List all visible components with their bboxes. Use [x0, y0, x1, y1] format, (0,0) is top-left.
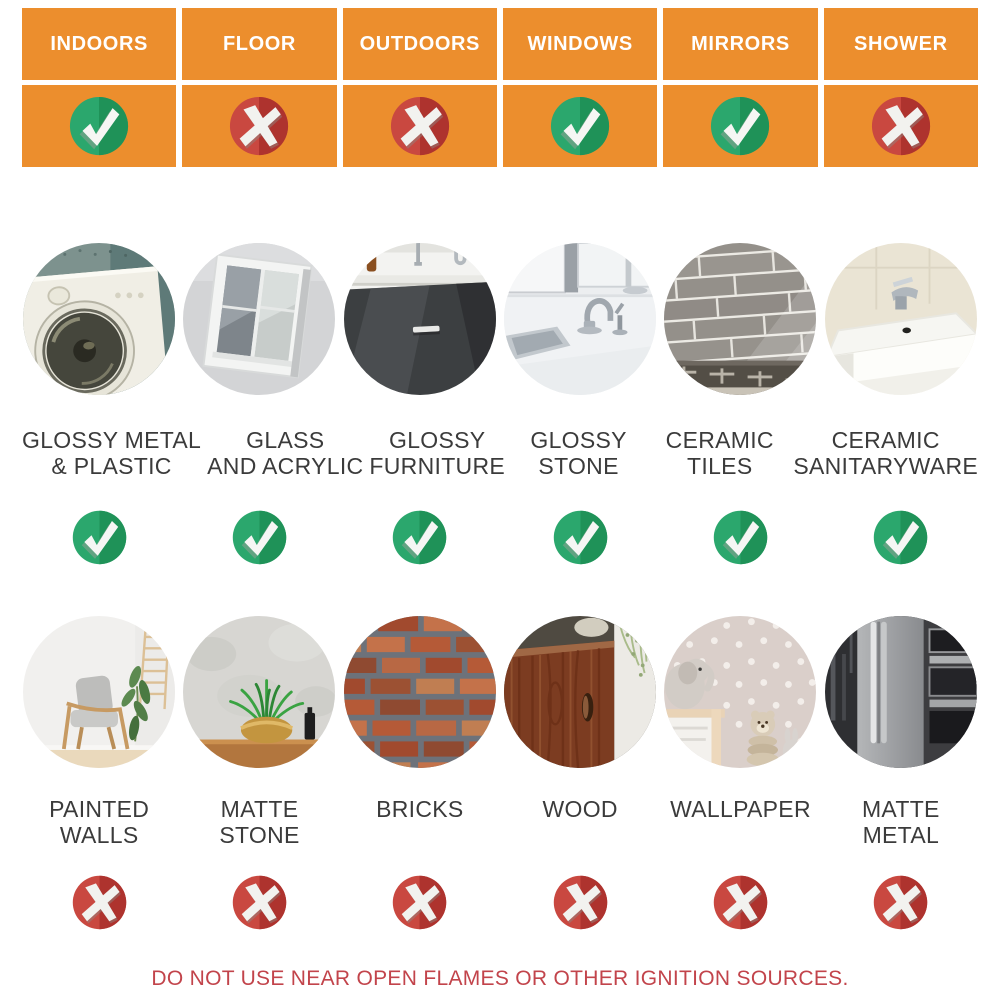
surface-label-line1: MATTE [861, 796, 940, 822]
surface-label-line2: METAL [862, 822, 940, 848]
cross-icon [231, 874, 288, 931]
status-cell [343, 509, 497, 566]
cross-icon [389, 95, 451, 157]
status-cell [22, 874, 176, 931]
photo-painted-walls [23, 616, 175, 768]
check-icon [68, 95, 130, 157]
status-cell [663, 874, 817, 931]
surface-label-line1: BRICKS [376, 796, 464, 822]
check-icon [712, 509, 769, 566]
header-cell-outdoors: OUTDOORS [343, 8, 497, 80]
usage-table [22, 8, 978, 167]
status-cell [824, 874, 978, 931]
surface-label-line1: PAINTED [49, 796, 150, 822]
not-allowed-surfaces-labels [22, 796, 978, 848]
check-icon [231, 509, 288, 566]
surface-label [182, 796, 336, 848]
status-cell [503, 874, 657, 931]
surface-label-line2: STONE [538, 453, 619, 479]
header-cell-shower: SHOWER [824, 8, 978, 80]
warning-text: DO NOT USE NEAR OPEN FLAMES OR OTHER IGNITION SOURCES. [151, 967, 849, 990]
header-status-cell [824, 85, 978, 167]
check-icon [71, 509, 128, 566]
header-cell-floor: FLOOR [182, 8, 336, 80]
check-icon [549, 95, 611, 157]
surface-label [503, 796, 657, 848]
photo-matte-metal [825, 616, 977, 768]
photo-washing-machine [23, 243, 175, 395]
surface-label-line1: MATTE [220, 796, 299, 822]
surface-label-line1: WOOD [542, 796, 618, 822]
photo-bricks [344, 616, 496, 768]
header-status-cell [22, 85, 176, 167]
cross-icon [872, 874, 929, 931]
surface-label-line1: GLASS [246, 427, 325, 453]
header-cell-windows: WINDOWS [503, 8, 657, 80]
infographic [0, 8, 1000, 991]
surface-label-line1: GLOSSY [389, 427, 486, 453]
photo-glossy-stone-countertop [504, 243, 656, 395]
header-cell-mirrors: MIRRORS [663, 8, 817, 80]
surface-label-line2: TILES [687, 453, 753, 479]
status-cell [343, 874, 497, 931]
photo-glossy-furniture [344, 243, 496, 395]
surface-label [343, 796, 497, 848]
allowed-surfaces-status [22, 509, 978, 566]
photo-wood [504, 616, 656, 768]
surface-label-line1: CERAMIC [831, 427, 940, 453]
header-status-cell [663, 85, 817, 167]
surface-label-line2: FURNITURE [369, 453, 506, 479]
surface-label [793, 427, 978, 479]
photo-wallpaper [664, 616, 816, 768]
cross-icon [228, 95, 290, 157]
allowed-surfaces-labels [22, 427, 978, 479]
not-allowed-surfaces-photos [22, 616, 978, 768]
photo-ceramic-tiles [664, 243, 816, 395]
header-status-cell [503, 85, 657, 167]
header-status-cell [343, 85, 497, 167]
surface-label [511, 427, 646, 479]
surface-label-line2: & PLASTIC [51, 453, 172, 479]
not-allowed-surfaces-status [22, 874, 978, 931]
surface-label [824, 796, 978, 848]
surface-label-line2: SANITARYWARE [793, 453, 978, 479]
header-status-cell [182, 85, 336, 167]
status-cell [824, 509, 978, 566]
check-icon [391, 509, 448, 566]
photo-matte-stone [183, 616, 335, 768]
surface-label [369, 427, 505, 479]
surface-label-line2: STONE [219, 822, 300, 848]
surface-label [22, 427, 201, 479]
check-icon [872, 509, 929, 566]
check-icon [552, 509, 609, 566]
cross-icon [870, 95, 932, 157]
cross-icon [71, 874, 128, 931]
status-cell [663, 509, 817, 566]
allowed-surfaces-photos [22, 243, 978, 395]
surface-label [22, 796, 176, 848]
status-cell [182, 874, 336, 931]
surface-label-line2: WALLS [59, 822, 139, 848]
photo-ceramic-sanitaryware [825, 243, 977, 395]
surface-label-line2: AND ACRYLIC [207, 453, 364, 479]
surface-label-line1: GLOSSY [530, 427, 627, 453]
status-cell [22, 509, 176, 566]
status-cell [182, 509, 336, 566]
status-cell [503, 509, 657, 566]
header-cell-indoors: INDOORS [22, 8, 176, 80]
check-icon [709, 95, 771, 157]
cross-icon [552, 874, 609, 931]
surface-label [663, 796, 817, 848]
surface-label [207, 427, 363, 479]
surface-label-line1: WALLPAPER [670, 796, 811, 822]
photo-window-glass [183, 243, 335, 395]
surface-label-line1: CERAMIC [665, 427, 774, 453]
cross-icon [712, 874, 769, 931]
cross-icon [391, 874, 448, 931]
surface-label-line1: GLOSSY METAL [22, 427, 202, 453]
surface-label [652, 427, 787, 479]
